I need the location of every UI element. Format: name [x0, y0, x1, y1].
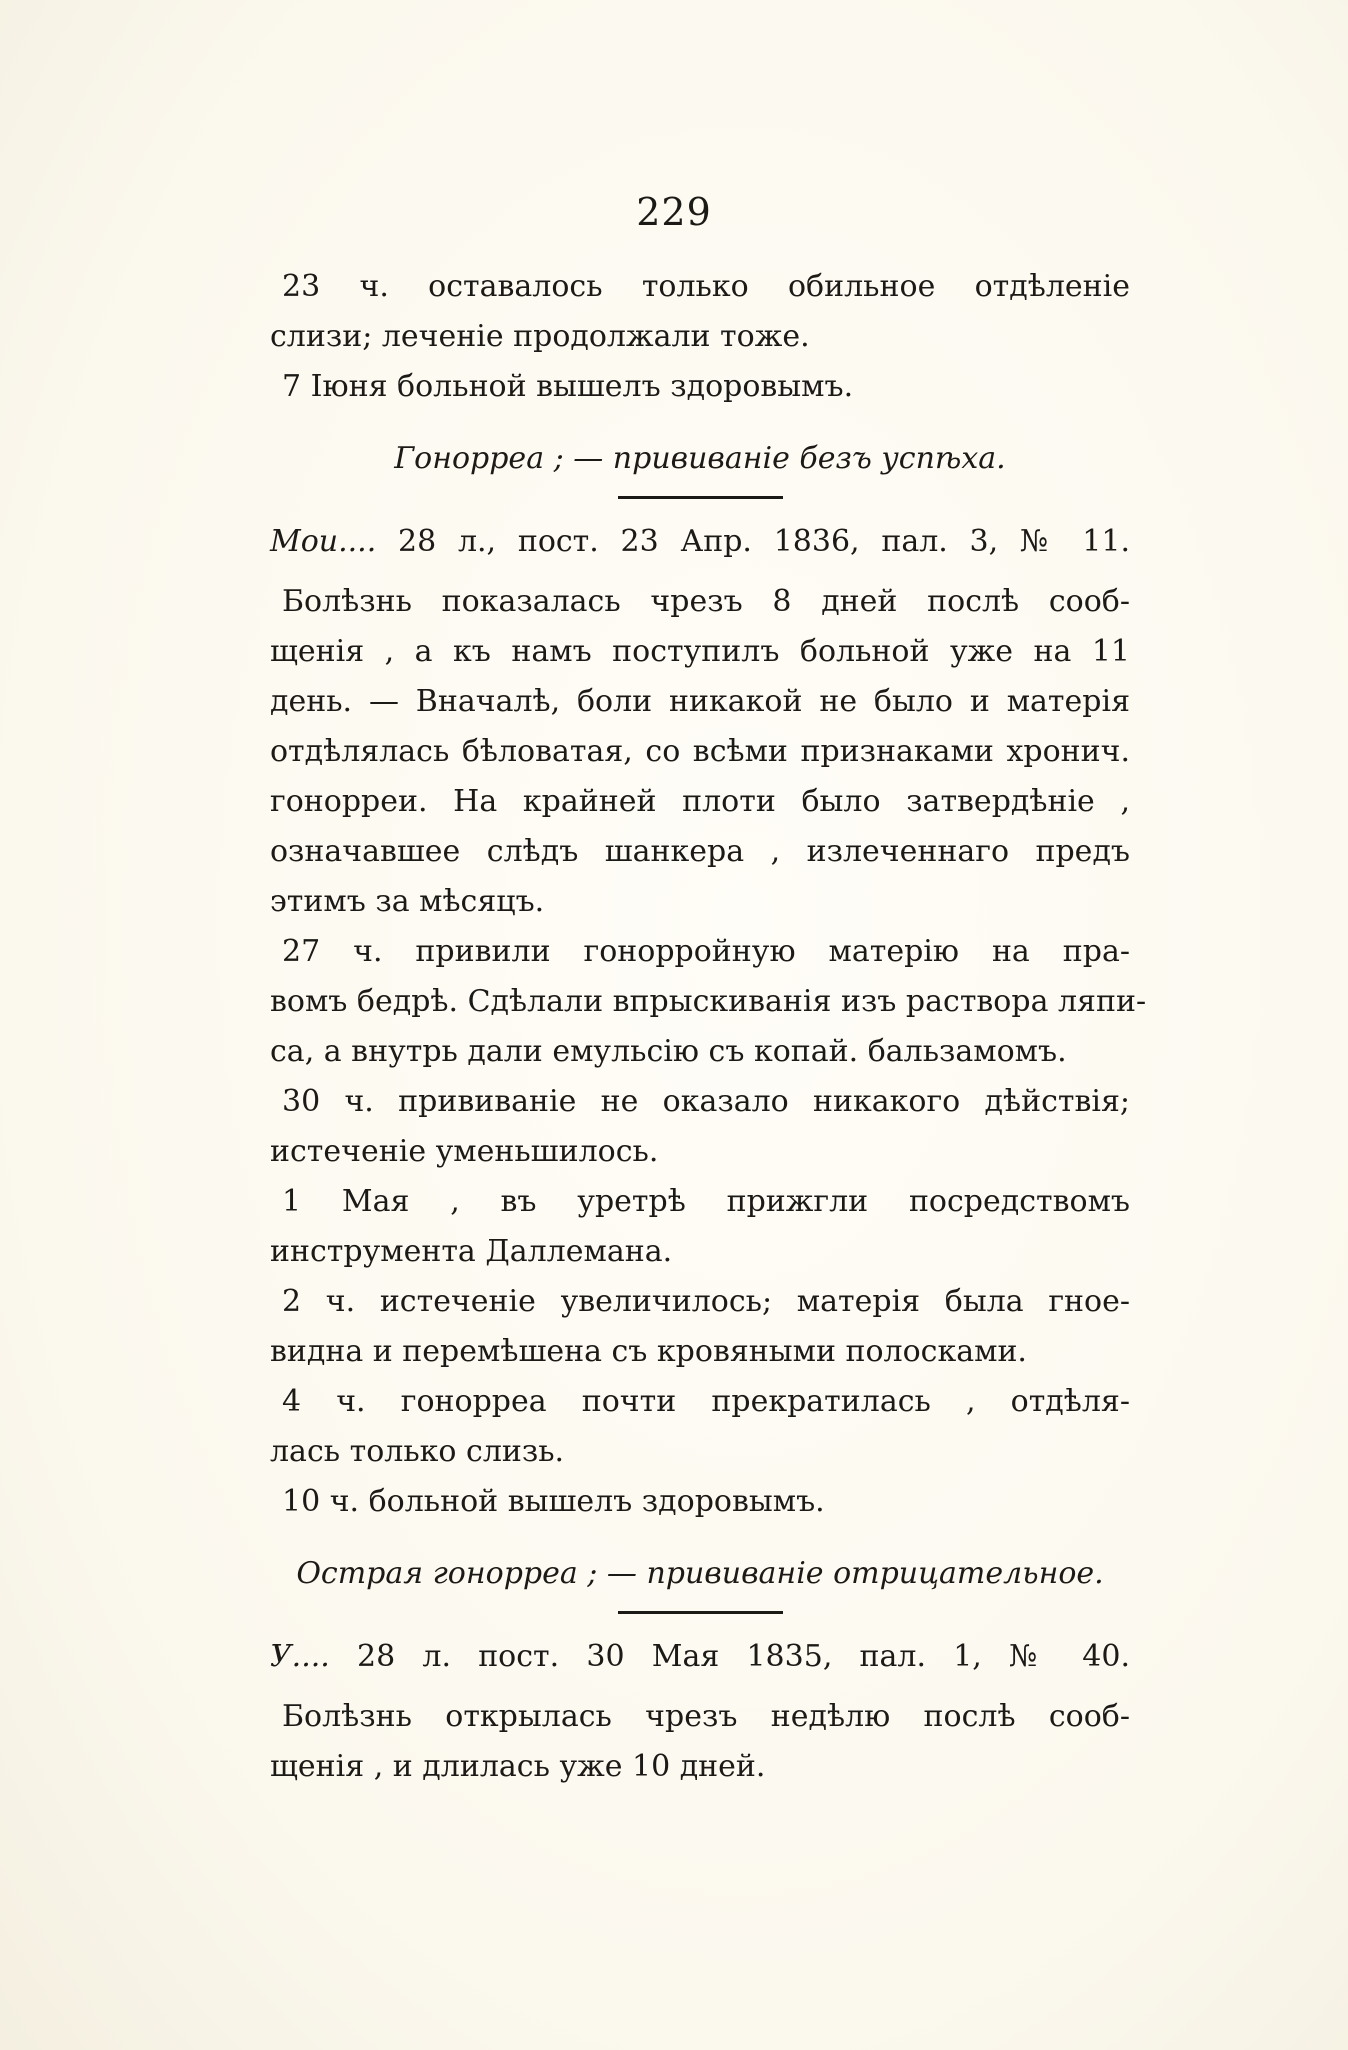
text-line: истеченіе уменьшилось.	[270, 1134, 659, 1169]
paragraph	[270, 1177, 1130, 1277]
text-line: 30 ч. прививаніе не оказало никакого дѣйствія;	[282, 1084, 1130, 1119]
text-line: щенія , и длилась уже 10 дней.	[270, 1749, 766, 1784]
paragraph	[270, 1077, 1130, 1177]
text-line: Болѣзнь показалась чрезъ 8 дней послѣ сооб-	[282, 584, 1130, 619]
paragraph	[270, 262, 1130, 362]
case-header	[270, 517, 1130, 567]
case-header	[270, 1632, 1130, 1682]
text-line: инструмента Даллемана.	[270, 1234, 673, 1269]
case-details: 28 л. пост. 30 Мая 1835, пал. 1, № 40.	[357, 1639, 1130, 1674]
paragraph	[270, 577, 1130, 927]
text-line: 23 ч. оставалось только обильное отдѣленіе	[282, 269, 1130, 304]
paragraph	[270, 927, 1147, 1077]
text-line: 1 Мая , въ уретрѣ прижгли посредствомъ	[282, 1184, 1130, 1219]
patient-name: Мои....	[270, 524, 377, 559]
paragraph	[270, 1477, 1130, 1527]
paragraph	[270, 362, 1130, 412]
paragraph	[270, 1692, 1130, 1792]
text-column	[270, 262, 1147, 1792]
text-line: день. — Вначалѣ, боли никакой не было и матерія	[270, 684, 1130, 719]
page-number: 229	[636, 190, 712, 234]
text-line: 2 ч. истеченіе увеличилось; матерія была гное-	[282, 1284, 1130, 1319]
text-line: 7 Іюня больной вышелъ здоровымъ.	[282, 369, 854, 404]
section-heading: Острая гонорреа ; — прививаніе отрицательное.	[296, 1556, 1104, 1591]
text-line: 4 ч. гонорреа почти прекратилась , отдѣля-	[282, 1384, 1130, 1419]
case-details: 28 л., пост. 23 Апр. 1836, пал. 3, № 11.	[398, 524, 1130, 559]
text-line: гонорреи. На крайней плоти было затвердѣніе ,	[270, 784, 1130, 819]
text-line: 10 ч. больной вышелъ здоровымъ.	[282, 1484, 825, 1519]
text-line: слизи; леченіе продолжали тоже.	[270, 319, 810, 354]
text-line: вомъ бедрѣ. Сдѣлали впрыскиванія изъ раствора ляпи-	[270, 984, 1147, 1019]
text-line: отдѣлялась бѣловатая, со всѣми признаками хронич.	[270, 734, 1130, 769]
text-line: Болѣзнь открылась чрезъ недѣлю послѣ сооб-	[282, 1699, 1130, 1734]
text-line: са, а внутрь дали емульсію съ копай. бальзамомъ.	[270, 1034, 1067, 1069]
patient-name: У....	[270, 1639, 330, 1674]
text-line: щенія , а къ намъ поступилъ больной уже на 11	[270, 634, 1130, 669]
section-rule	[618, 496, 783, 499]
text-line: видна и перемѣшена съ кровяными полосками.	[270, 1334, 1027, 1369]
paragraph	[270, 1377, 1130, 1477]
paragraph	[270, 1277, 1130, 1377]
section-rule	[618, 1611, 783, 1614]
text-line: означавшее слѣдъ шанкера , излеченнаго предъ	[270, 834, 1130, 869]
section-heading: Гонорреа ; — прививаніе безъ успѣха.	[394, 441, 1006, 476]
text-line: 27 ч. привили гонорройную матерію на пра-	[282, 934, 1130, 969]
text-line: этимъ за мѣсяцъ.	[270, 884, 545, 919]
text-line: лась только слизь.	[270, 1434, 565, 1469]
